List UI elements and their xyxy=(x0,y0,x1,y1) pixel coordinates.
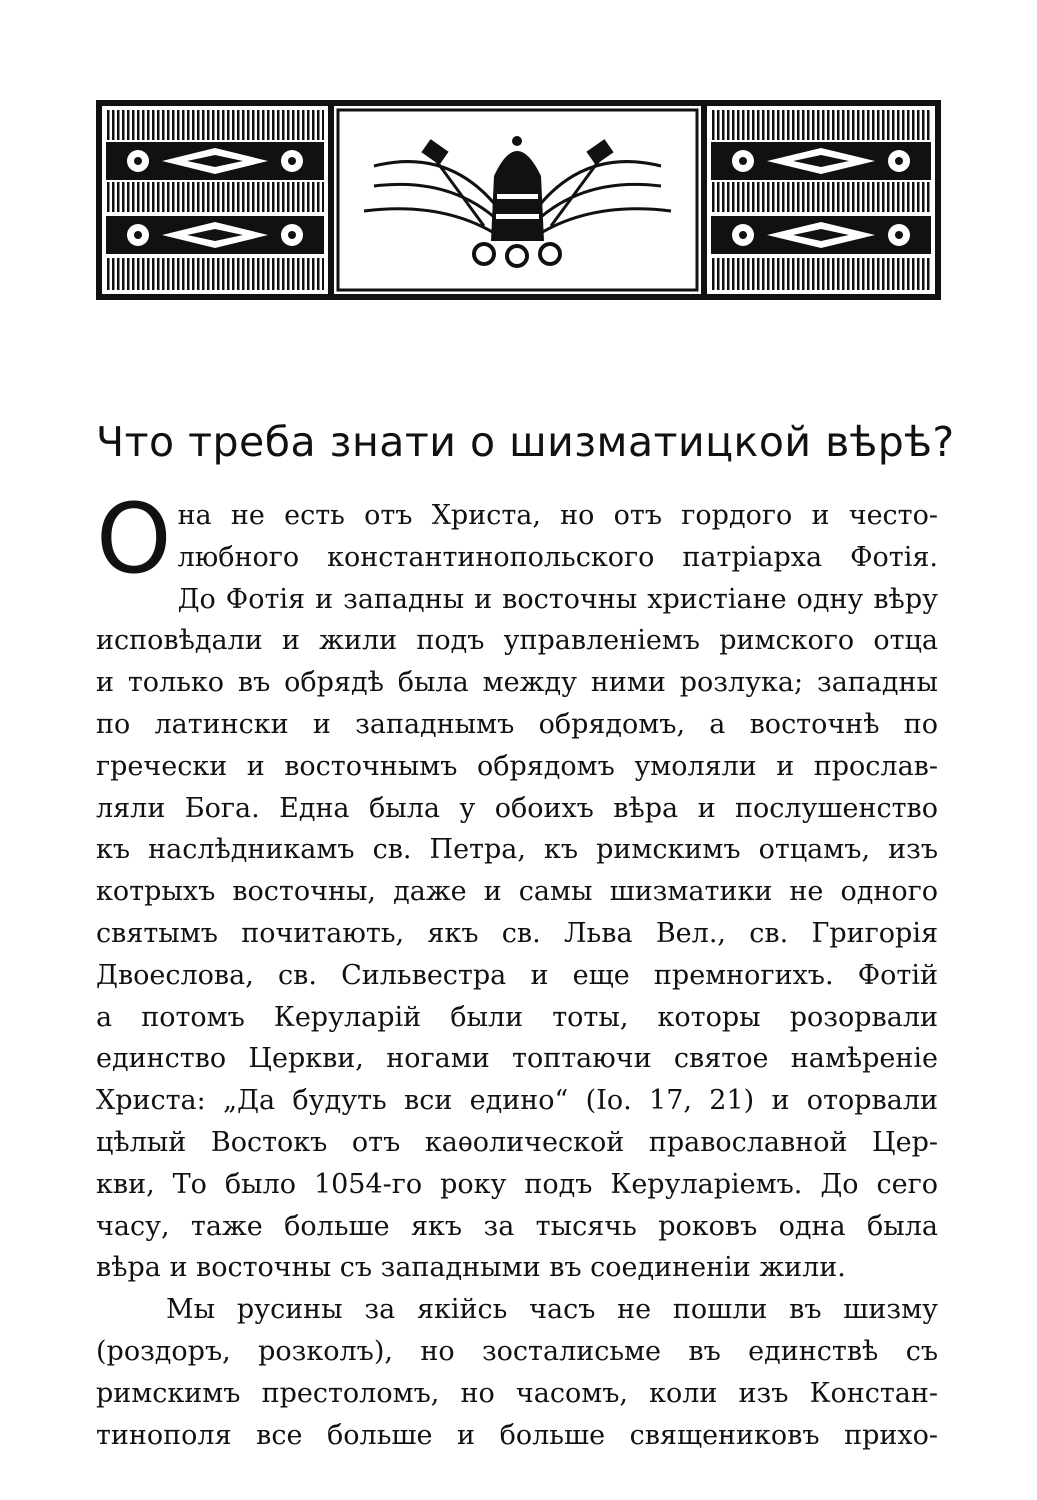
text-line: котрыхъ восточны, даже и самы шизматики не одного xyxy=(96,876,938,908)
body-text xyxy=(96,483,938,1456)
ornamental-border-icon xyxy=(102,106,328,294)
text-line: Мы русины за якійсь часъ не пошли въ шизму xyxy=(166,1294,938,1326)
text-line: часу, таже больше якъ за тысячь роковъ одна была xyxy=(96,1210,938,1242)
text-line: единство Церкви, ногами топтаючи святое намѣреніе xyxy=(96,1043,938,1075)
text-line: Христа: „Да будуть вси едино“ (Іо. 17, 21) и оторвали xyxy=(96,1085,938,1117)
papal-tiara-crossed-keys-icon xyxy=(334,106,701,294)
text-line: любного константинопольского патріарха Фотія. xyxy=(177,541,938,573)
text-line: Двоеслова, св. Сильвестра и еще премногихъ. Фотій xyxy=(96,959,938,991)
text-line: по латински и западнымъ обрядомъ, а восточнѣ по xyxy=(96,708,938,740)
text-line: святымъ почитають, якъ св. Льва Вел., св. Григорія xyxy=(96,917,938,949)
header-ornament xyxy=(96,100,941,300)
text-line: къ наслѣдникамъ св. Петра, къ римскимъ отцамъ, изъ xyxy=(96,834,938,866)
text-line: кви, То было 1054-го року подъ Керуларіемъ. До сего xyxy=(96,1168,938,1200)
text-line: гречески и восточнымъ обрядомъ умоляли и прослав- xyxy=(96,750,938,782)
drop-cap: О xyxy=(96,483,172,595)
text-line: ляли Бога. Една была у обоихъ вѣра и послушенство xyxy=(96,792,938,824)
text-line: римскимъ престоломъ, но часомъ, коли изъ Констан- xyxy=(96,1377,938,1409)
text-line: До Фотія и западны и восточны христіане одну вѣру xyxy=(177,583,938,615)
text-line: исповѣдали и жили подъ управленіемъ римского отца xyxy=(96,625,938,657)
ornamental-border-icon xyxy=(707,106,935,294)
paragraph-1 xyxy=(96,483,938,1289)
text-line: (роздоръ, розколъ), но зосталисьме въ единствѣ съ xyxy=(96,1335,938,1367)
text-line: а потомъ Керуларій были тоты, которы розорвали xyxy=(96,1001,938,1033)
paragraph-2 xyxy=(96,1289,938,1456)
text-line: вѣра и восточны съ западными въ соединеніи жили. xyxy=(96,1252,846,1284)
page-title: Что треба знати о шизматицкой вѣрѣ? xyxy=(96,418,955,466)
text-line: тинополя все больше и больше священиковъ прихо- xyxy=(96,1419,938,1451)
text-line: на не есть отъ Христа, но отъ гордого и често- xyxy=(177,500,938,531)
text-line: цѣлый Востокъ отъ каѳолической православной Цер- xyxy=(96,1126,938,1158)
text-line: и только въ обрядѣ была между ними розлука; западны xyxy=(96,667,938,699)
